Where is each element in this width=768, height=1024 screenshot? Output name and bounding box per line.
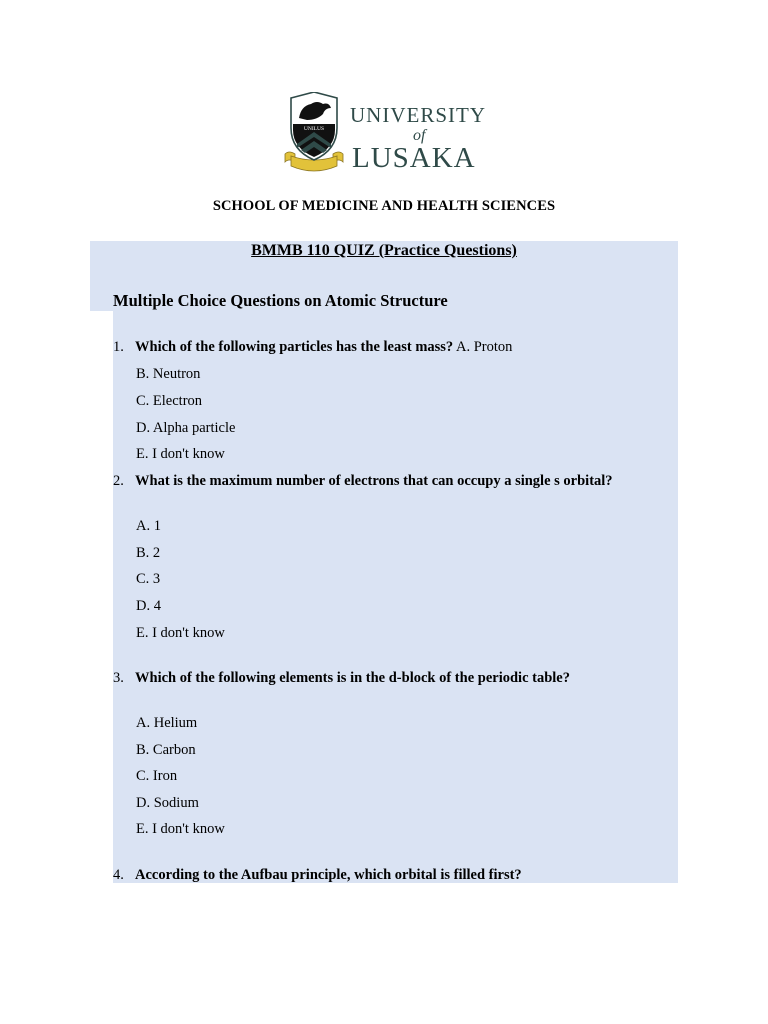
question-number: 2. — [113, 473, 124, 489]
option-a: A. 1 — [136, 518, 161, 534]
option-e: E. I don't know — [136, 821, 225, 837]
option-c: C. Iron — [136, 768, 178, 784]
option-c: C. 3 — [136, 571, 161, 587]
option-c: C. Electron — [136, 393, 203, 409]
question-3 — [113, 670, 570, 687]
option-d: D. Alpha particle — [136, 420, 236, 436]
logo-university: UNIVERSITY — [350, 103, 486, 127]
question-number: 4. — [113, 867, 124, 883]
option-d: D. Sodium — [136, 795, 199, 811]
option-b: B. 2 — [136, 545, 161, 561]
question-stem: According to the Aufbau principle, which orbital is filled first? — [135, 867, 522, 883]
question-2 — [113, 473, 613, 490]
question-stem: Which of the following elements is in the d-block of the periodic table? — [135, 670, 570, 686]
logo-lusaka: LUSAKA — [352, 142, 476, 174]
option-a: A. Proton — [456, 339, 513, 355]
quiz-title: BMMB 110 QUIZ (Practice Questions) — [251, 242, 517, 259]
question-4 — [113, 867, 522, 884]
option-b: B. Carbon — [136, 742, 196, 758]
option-e: E. I don't know — [136, 446, 225, 462]
logo-of: of — [413, 127, 426, 144]
question-number: 1. — [113, 339, 124, 355]
question-stem: What is the maximum number of electrons that can occupy a single s orbital? — [135, 473, 613, 489]
university-logo — [283, 92, 488, 182]
option-e: E. I don't know — [136, 625, 225, 641]
section-title: Multiple Choice Questions on Atomic Structure — [113, 291, 448, 310]
option-b: B. Neutron — [136, 366, 201, 382]
shield-text: UNILUS — [303, 126, 325, 132]
question-number: 3. — [113, 670, 124, 686]
option-a: A. Helium — [136, 715, 198, 731]
question-stem: Which of the following particles has the least mass? — [135, 339, 454, 355]
option-d: D. 4 — [136, 598, 161, 614]
question-1 — [113, 339, 512, 356]
school-heading: SCHOOL OF MEDICINE AND HEALTH SCIENCES — [212, 198, 556, 214]
